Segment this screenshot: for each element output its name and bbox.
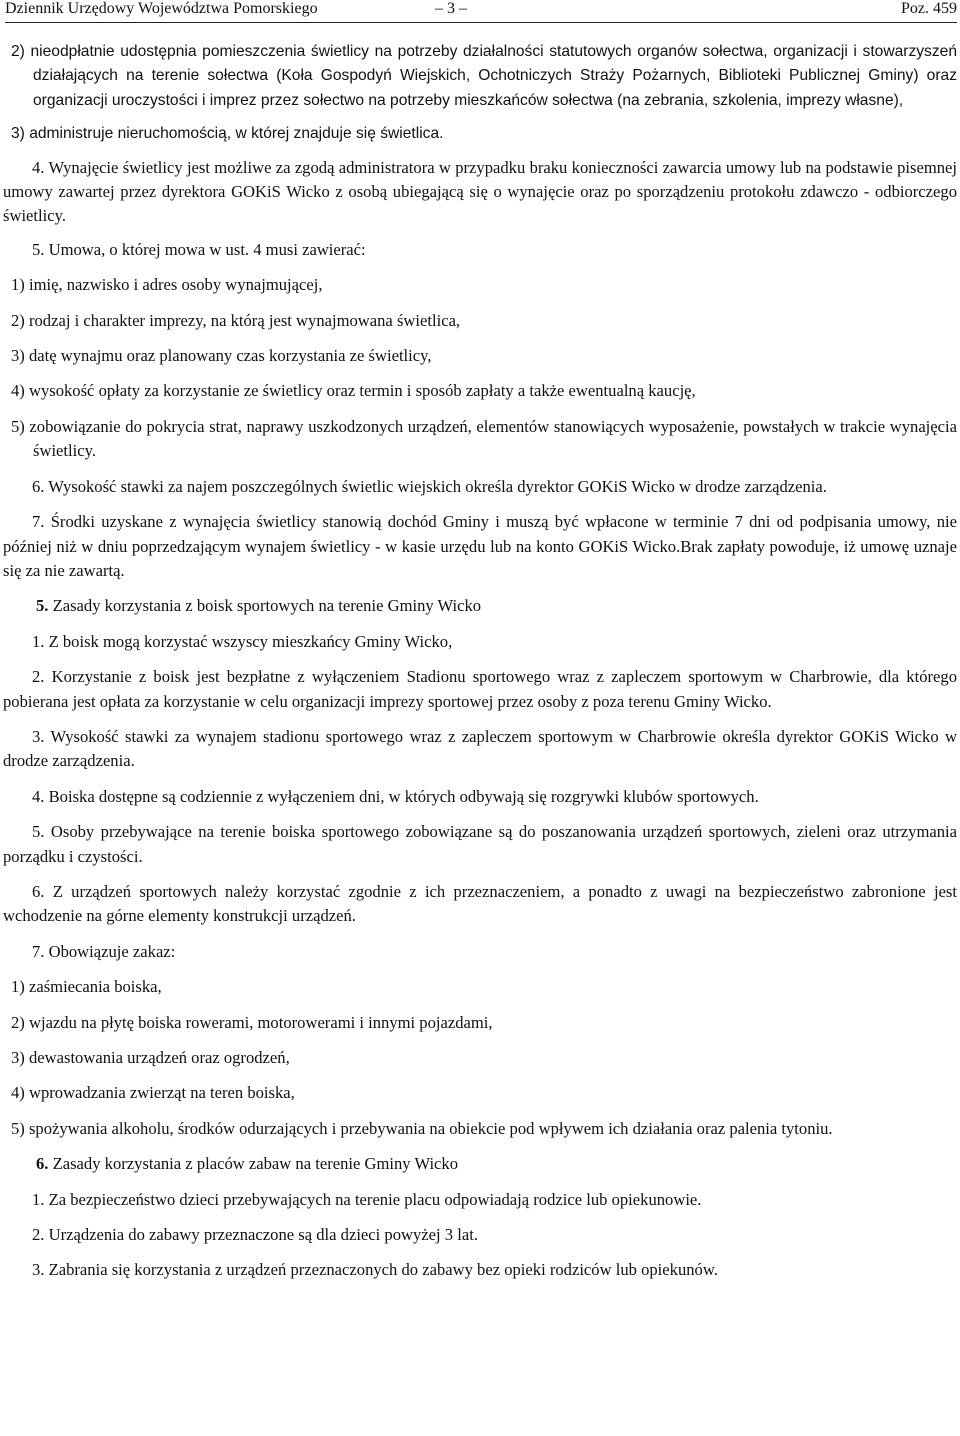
list-item: 2) wjazdu na płytę boiska rowerami, motorowerami i innymi pojazdami, [11, 1012, 493, 1032]
paragraph-item-3: 3) administruje nieruchomością, w której znajduje się świetlica. [11, 125, 444, 143]
paragraph-7: 7. Obowiązuje zakaz: [32, 941, 176, 961]
paragraph-6: 6. Wysokość stawki za najem poszczególnych świetlic wiejskich określa dyrektor GOKiS Wicko w drodze zarządzenia. [32, 476, 827, 496]
section-heading-5 [3, 594, 957, 618]
paragraph-7: 7. Środki uzyskane z wynajęcia świetlicy stanowią dochód Gminy i muszą być wpłacone w terminie 7 dni od podpisania umowy, nie później niż w dniu poprzedzającym wynajem świetlicy - w kasie urzędu lub na konto GOKiS Wicko.Brak zapłaty powoduje, iż umowę uznaje się za nie zawartą. [3, 512, 957, 580]
list-item: 3) dewastowania urządzeń oraz ogrodzeń, [11, 1048, 290, 1067]
section-number: 6. [36, 1154, 49, 1174]
list-item: 5) zobowiązanie do pokrycia strat, naprawy uszkodzonych urządzeń, elementów stanowiących wyposażenie, powstałych w trakcie wynajęcia świetlicy. [11, 416, 957, 461]
paragraph-1: 1. Z boisk mogą korzystać wszyscy mieszkańcy Gminy Wicko, [32, 631, 453, 651]
list-item: 4) wprowadzania zwierząt na teren boiska, [11, 1083, 295, 1103]
paragraph-5: 5. Umowa, o której mowa w ust. 4 musi zawierać: [32, 239, 366, 259]
list-item: 5) spożywania alkoholu, środków odurzających i przebywania na obiekcie pod wpływem ich działania oraz palenia tytoniu. [11, 1118, 833, 1138]
position-number: Poz. 459 [901, 0, 957, 17]
paragraph-2: 2. Korzystanie z boisk jest bezpłatne z wyłączeniem Stadionu sportowego wraz z zapleczem sportowym w Charbrowie, dla którego pobierana jest opłata za korzystanie w celu organizacji imprezy sportowej przez osoby z poza terenu Gminy Wicko. [3, 667, 957, 711]
journal-title: Dziennik Urzędowy Województwa Pomorskiego [5, 0, 318, 17]
section-number: 5. [36, 596, 49, 616]
paragraph-1: 1. Za bezpieczeństwo dzieci przebywających na terenie placu odpowiadają rodzice lub opiekunowie. [32, 1189, 702, 1209]
paragraph-item-2: 2) nieodpłatnie udostępnia pomieszczenia świetlicy na potrzeby działalności statutowych organów sołectwa, organizacji i stowarzyszeń działających na terenie sołectwa (Koła Gospodyń Wiejskich, Ochotniczych Straży Pożarnych, Biblioteki Publicznej Gminy) oraz organizacji uroczystości i imprez przez sołectwo na potrzeby mieszkańców sołectwa (na zebrania, szkolenia, imprezy własne), [11, 43, 957, 109]
list-item: 4) wysokość opłaty za korzystanie ze świetlicy oraz termin i sposób zapłaty a także ewentualną kaucję, [11, 381, 696, 401]
list-item: 3) datę wynajmu oraz planowany czas korzystania ze świetlicy, [11, 346, 432, 366]
page-header [5, 0, 957, 23]
list-item: 1) imię, nazwisko i adres osoby wynajmującej, [11, 275, 323, 295]
paragraph-2: 2. Urządzenia do zabawy przeznaczone są dla dzieci powyżej 3 lat. [32, 1225, 478, 1245]
paragraph-6: 6. Z urządzeń sportowych należy korzystać zgodnie z ich przeznaczeniem, a ponadto z uwagi na bezpieczeństwo zabronione jest wchodzenie na górne elementy konstrukcji urządzeń. [3, 881, 957, 926]
paragraph-4: 4. Boiska dostępne są codziennie z wyłączeniem dni, w których odbywają się rozgrywki klubów sportowych. [32, 786, 759, 806]
section-heading-6 [3, 1152, 957, 1176]
list-item: 1) zaśmiecania boiska, [11, 977, 162, 997]
section-title: Zasady korzystania z placów zabaw na terenie Gminy Wicko [48, 1154, 459, 1174]
list-item: 2) rodzaj i charakter imprezy, na którą jest wynajmowana świetlica, [11, 310, 461, 330]
document-body [3, 40, 957, 1283]
paragraph-5: 5. Osoby przebywające na terenie boiska sportowego zobowiązane są do poszanowania urządzeń sportowych, zieleni oraz utrzymania porządku i czystości. [3, 822, 957, 866]
page-number: – 3 – [435, 0, 467, 17]
paragraph-3: 3. Zabrania się korzystania z urządzeń przeznaczonych do zabawy bez opieki rodziców lub opiekunów. [32, 1260, 718, 1280]
section-title: Zasady korzystania z boisk sportowych na terenie Gminy Wicko [48, 596, 482, 616]
paragraph-3: 3. Wysokość stawki za wynajem stadionu sportowego wraz z zapleczem sportowym w Charbrowie określa dyrektor GOKiS Wicko w drodze zarządzenia. [3, 726, 957, 771]
paragraph-4: 4. Wynajęcie świetlicy jest możliwe za zgodą administratora w przypadku braku konieczności zawarcia umowy lub na podstawie pisemnej umowy zawartej przez dyrektora GOKiS Wicko z osobą ubiegającą się o wynajęcie oraz po sporządzeniu protokołu zdawczo - odbiorczego świetlicy. [3, 157, 957, 226]
